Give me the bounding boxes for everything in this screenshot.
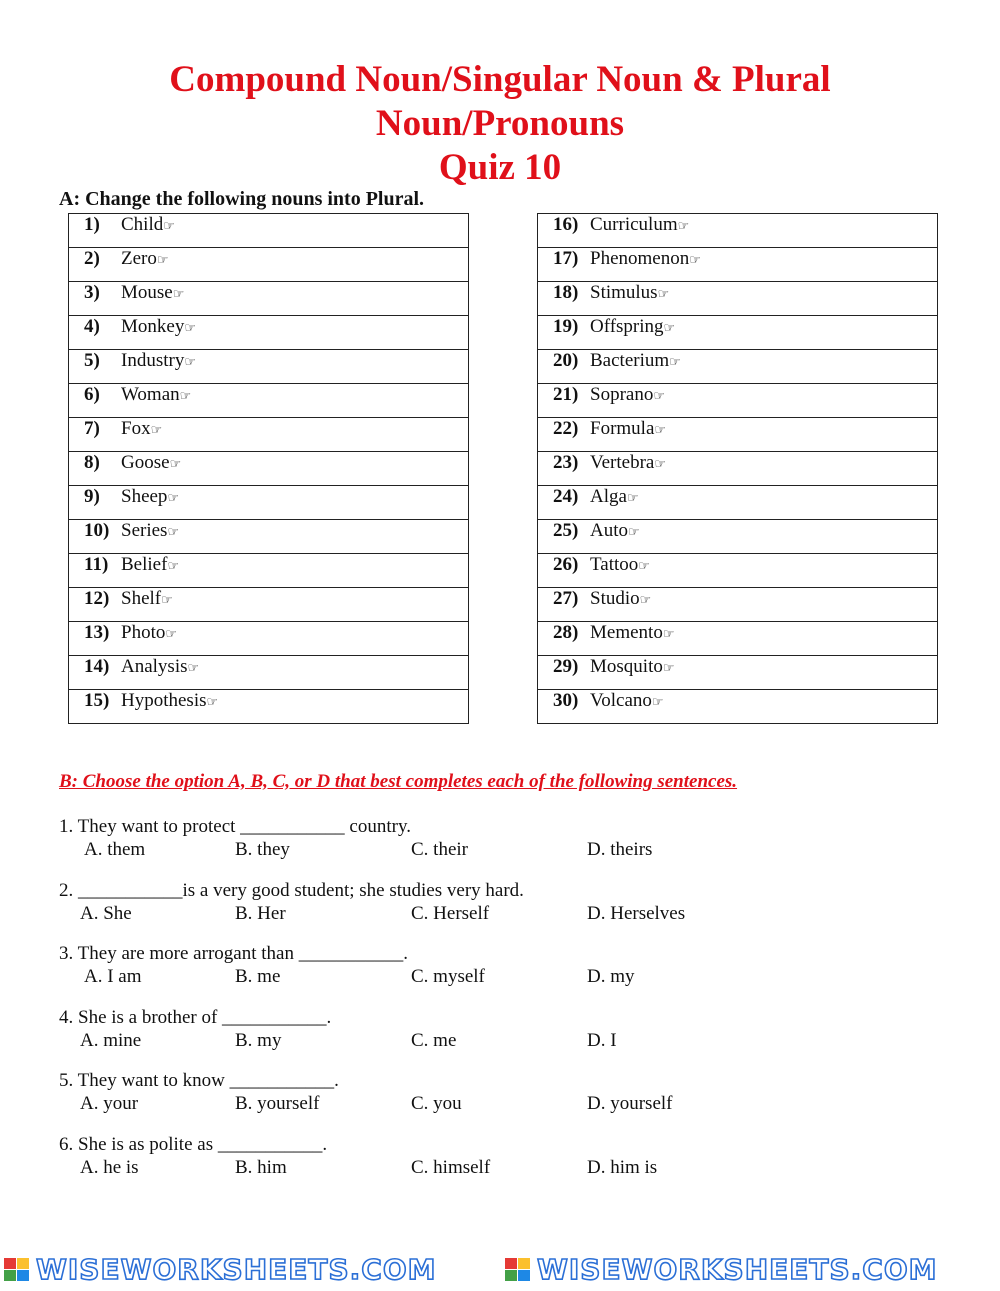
noun-cell [538, 656, 938, 690]
noun-row [538, 588, 938, 622]
noun-word: Soprano [590, 384, 654, 405]
noun-row [538, 690, 938, 724]
page-title-quiz-number: Quiz 10 [438, 147, 562, 188]
noun-number: 16) [553, 214, 579, 235]
noun-cell [538, 690, 938, 724]
pointing-hand-icon: ☞ [639, 593, 652, 608]
noun-row [538, 350, 938, 384]
noun-number: 10) [84, 520, 110, 541]
answer-option[interactable]: C. himself [411, 1157, 491, 1178]
pointing-hand-icon: ☞ [663, 321, 676, 336]
noun-number: 12) [84, 588, 110, 609]
noun-word: Memento [590, 622, 663, 643]
answer-option[interactable]: C. me [411, 1029, 457, 1051]
noun-number: 7) [84, 418, 100, 439]
answer-option[interactable]: B. they [235, 839, 290, 860]
noun-word: Fox [121, 418, 151, 439]
answer-option[interactable]: B. my [235, 1029, 282, 1051]
logo-icon [505, 1258, 531, 1282]
pointing-hand-icon: ☞ [638, 559, 650, 574]
noun-row [538, 248, 938, 282]
answer-option[interactable]: D. my [587, 966, 635, 988]
question-text: 5. They want to know ___________. [59, 1070, 339, 1092]
noun-cell [69, 282, 469, 316]
pointing-hand-icon: ☞ [654, 423, 667, 438]
page-title-line-1: Compound Noun/Singular Noun & Plural [169, 59, 831, 100]
pointing-hand-icon: ☞ [184, 355, 196, 370]
noun-row [69, 486, 469, 520]
question-text: 1. They want to protect ___________ country. [59, 816, 411, 837]
noun-row [69, 248, 469, 282]
noun-word: Industry [121, 350, 185, 371]
pointing-hand-icon: ☞ [161, 593, 173, 608]
noun-table-right [537, 213, 938, 724]
pointing-hand-icon: ☞ [169, 457, 182, 472]
noun-number: 5) [84, 350, 100, 371]
noun-cell [69, 656, 469, 690]
noun-word: Belief [121, 554, 168, 575]
answer-option[interactable]: D. Herselves [587, 902, 686, 924]
noun-word: Monkey [121, 316, 185, 337]
noun-row [69, 282, 469, 316]
noun-row [69, 520, 469, 554]
noun-number: 4) [84, 316, 100, 337]
noun-cell [538, 350, 938, 384]
pointing-hand-icon: ☞ [654, 457, 667, 472]
noun-word: Shelf [121, 588, 162, 609]
pointing-hand-icon: ☞ [626, 491, 639, 506]
pointing-hand-icon: ☞ [662, 627, 675, 642]
noun-word: Mosquito [590, 656, 663, 677]
pointing-hand-icon: ☞ [669, 355, 681, 370]
noun-number: 19) [553, 316, 579, 337]
noun-cell [69, 588, 469, 622]
noun-row [538, 486, 938, 520]
noun-cell [538, 554, 938, 588]
pointing-hand-icon: ☞ [172, 287, 185, 302]
pointing-hand-icon: ☞ [206, 695, 219, 710]
noun-word: Curriculum [590, 214, 678, 235]
noun-cell [69, 554, 469, 588]
pointing-hand-icon: ☞ [677, 219, 690, 234]
answer-option[interactable]: D. him is [587, 1157, 658, 1178]
pointing-hand-icon: ☞ [167, 559, 180, 574]
noun-cell [538, 452, 938, 486]
pointing-hand-icon: ☞ [187, 661, 200, 676]
noun-word: Offspring [590, 316, 664, 337]
noun-table-left [68, 213, 469, 724]
pointing-hand-icon: ☞ [184, 321, 196, 336]
noun-row [69, 656, 469, 690]
noun-cell [69, 520, 469, 554]
answer-option[interactable]: C. Herself [411, 902, 490, 924]
answer-option[interactable]: D. I [587, 1029, 617, 1051]
answer-option[interactable]: B. Her [235, 902, 286, 924]
noun-number: 6) [84, 384, 100, 405]
noun-number: 21) [553, 384, 579, 405]
noun-row [538, 622, 938, 656]
answer-option[interactable]: C. their [411, 839, 468, 860]
noun-row [69, 214, 469, 248]
noun-row [538, 452, 938, 486]
noun-number: 3) [84, 282, 100, 303]
noun-row [69, 350, 469, 384]
noun-word: Analysis [121, 656, 188, 677]
noun-word: Tattoo [590, 554, 639, 575]
noun-cell [69, 214, 469, 248]
noun-row [538, 554, 938, 588]
answer-option[interactable]: D. yourself [587, 1093, 673, 1115]
pointing-hand-icon: ☞ [657, 287, 670, 302]
noun-word: Sheep [121, 486, 168, 507]
pointing-hand-icon: ☞ [167, 491, 180, 506]
noun-number: 20) [553, 350, 579, 371]
pointing-hand-icon: ☞ [167, 525, 180, 540]
noun-row [69, 622, 469, 656]
noun-word: Volcano [590, 690, 652, 711]
pointing-hand-icon: ☞ [628, 525, 640, 540]
answer-option[interactable]: A. She [80, 902, 132, 924]
noun-word: Child [121, 214, 164, 235]
noun-word: Mouse [121, 282, 173, 303]
noun-row [538, 656, 938, 690]
noun-cell [69, 384, 469, 418]
answer-option[interactable]: B. him [235, 1157, 287, 1178]
noun-word: Stimulus [590, 282, 658, 303]
noun-number: 22) [553, 418, 579, 439]
pointing-hand-icon: ☞ [156, 253, 169, 268]
noun-word: Photo [121, 622, 166, 643]
noun-word: Woman [121, 384, 180, 405]
noun-row [538, 418, 938, 452]
noun-number: 15) [84, 690, 110, 711]
watermark-text: WISEWORKSHEETS.COM [537, 1253, 938, 1286]
question-text: 3. They are more arrogant than ___________. [59, 943, 408, 965]
noun-number: 28) [553, 622, 579, 643]
noun-number: 17) [553, 248, 579, 269]
answer-option[interactable]: B. me [235, 966, 281, 988]
noun-number: 26) [553, 554, 579, 575]
answer-option[interactable]: A. I am [84, 966, 142, 988]
noun-row [69, 554, 469, 588]
noun-row [538, 316, 938, 350]
pointing-hand-icon: ☞ [689, 253, 701, 268]
noun-number: 27) [553, 588, 579, 609]
pointing-hand-icon: ☞ [653, 389, 665, 404]
question-text: 4. She is a brother of ___________. [59, 1006, 332, 1028]
noun-row [69, 690, 469, 724]
answer-option[interactable]: A. he is [80, 1157, 139, 1178]
answer-option[interactable]: A. them [84, 839, 146, 860]
noun-cell [69, 350, 469, 384]
answer-option[interactable]: C. myself [411, 966, 485, 988]
noun-number: 11) [84, 554, 109, 575]
noun-word: Formula [590, 418, 655, 439]
pointing-hand-icon: ☞ [662, 661, 675, 676]
noun-cell [69, 452, 469, 486]
pointing-hand-icon: ☞ [651, 695, 664, 710]
answer-option[interactable]: D. theirs [587, 839, 653, 860]
noun-cell [538, 588, 938, 622]
noun-cell [538, 214, 938, 248]
noun-number: 18) [553, 282, 579, 303]
noun-cell [69, 690, 469, 724]
noun-row [69, 384, 469, 418]
noun-number: 23) [553, 452, 579, 473]
noun-number: 25) [553, 520, 579, 541]
noun-number: 8) [84, 452, 100, 473]
noun-word: Series [121, 520, 168, 541]
noun-cell [538, 622, 938, 656]
noun-cell [69, 316, 469, 350]
noun-word: Hypothesis [121, 690, 207, 711]
noun-row [538, 384, 938, 418]
noun-word: Phenomenon [590, 248, 690, 269]
noun-number: 24) [553, 486, 579, 507]
noun-number: 14) [84, 656, 110, 677]
noun-cell [538, 418, 938, 452]
noun-row [538, 214, 938, 248]
noun-row [69, 418, 469, 452]
noun-cell [538, 486, 938, 520]
noun-word: Alga [590, 486, 627, 507]
noun-row [538, 282, 938, 316]
noun-row [69, 588, 469, 622]
noun-cell [538, 282, 938, 316]
noun-number: 30) [553, 690, 579, 711]
logo-icon [4, 1258, 30, 1282]
page-title-line-2: Noun/Pronouns [375, 103, 625, 144]
noun-row [538, 520, 938, 554]
noun-word: Auto [590, 520, 628, 541]
pointing-hand-icon: ☞ [163, 219, 175, 234]
noun-cell [538, 520, 938, 554]
noun-row [69, 316, 469, 350]
answer-option[interactable]: C. you [411, 1093, 462, 1115]
noun-row [69, 452, 469, 486]
noun-cell [69, 418, 469, 452]
answer-option[interactable]: B. yourself [235, 1093, 320, 1115]
noun-cell [538, 248, 938, 282]
noun-word: Studio [590, 588, 640, 609]
noun-number: 1) [84, 214, 100, 235]
pointing-hand-icon: ☞ [150, 423, 163, 438]
watermark-footer [0, 1255, 1000, 1285]
pointing-hand-icon: ☞ [165, 627, 178, 642]
section-b-heading: B: Choose the option A, B, C, or D that best completes each of the following sentences. [59, 771, 738, 792]
question-text: 6. She is as polite as ___________. [59, 1134, 328, 1155]
noun-cell [69, 622, 469, 656]
pointing-hand-icon: ☞ [179, 389, 192, 404]
noun-cell [538, 384, 938, 418]
noun-number: 13) [84, 622, 110, 643]
noun-number: 9) [84, 486, 100, 507]
section-a-heading: A: Change the following nouns into Plural. [59, 188, 425, 210]
answer-option[interactable]: A. your [80, 1093, 139, 1115]
noun-number: 2) [84, 248, 100, 269]
question-text: 2. ___________is a very good student; she studies very hard. [59, 879, 524, 901]
noun-word: Vertebra [590, 452, 655, 473]
noun-word: Zero [121, 248, 157, 269]
noun-word: Bacterium [590, 350, 670, 371]
watermark-text: WISEWORKSHEETS.COM [36, 1253, 437, 1286]
noun-cell [69, 486, 469, 520]
noun-word: Goose [121, 452, 170, 473]
answer-option[interactable]: A. mine [80, 1029, 142, 1051]
noun-cell [69, 248, 469, 282]
noun-number: 29) [553, 656, 579, 677]
noun-cell [538, 316, 938, 350]
